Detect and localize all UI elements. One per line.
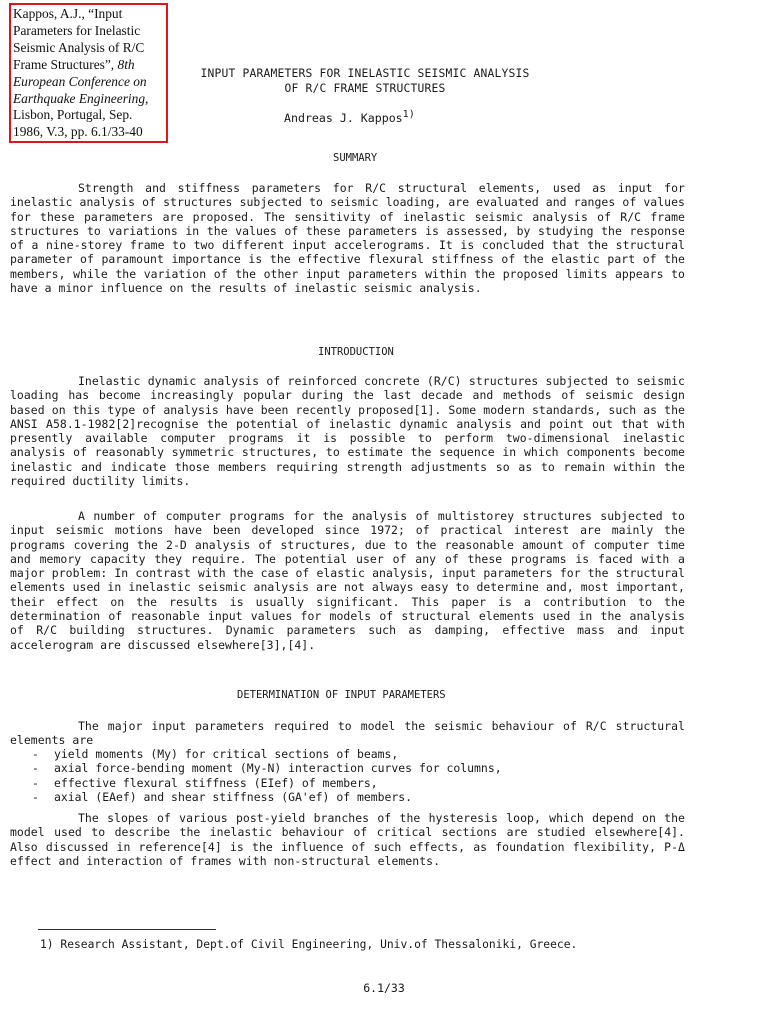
footnote-divider — [38, 929, 216, 930]
paper-title-line-1: INPUT PARAMETERS FOR INELASTIC SEISMIC ANALYSIS — [200, 67, 530, 80]
footnote: 1) Research Assistant, Dept.of Civil Engineering, Univ.of Thessaloniki, Greece. — [40, 938, 578, 951]
list-item-text: axial (EAef) and shear stiffness (GA'ef) of members. — [54, 789, 413, 804]
citation-box — [9, 3, 168, 143]
list-item: - effective flexural stiffness (EIef) of members, — [32, 775, 378, 790]
author-name: Andreas J. Kappos — [284, 110, 403, 125]
list-item: - axial force-bending moment (My-N) interaction curves for columns, — [32, 761, 502, 776]
determination-paragraph-1 — [10, 719, 685, 748]
list-item-text: effective flexural stiffness (EIef) of members, — [54, 775, 378, 790]
determination-text-2: The slopes of various post-yield branches of the hysteresis loop, which depend on the model used to describe the inelastic behaviour of critical sections are studied elsewhere[4]. Also discussed in reference[4] is the influence of such effects, as foundation flexibility, P-Δ effect and interaction of frames with non-structural elements. — [10, 811, 685, 868]
determination-paragraph-2 — [10, 811, 685, 868]
paper-title-line-2: OF R/C FRAME STRUCTURES — [284, 82, 446, 95]
introduction-paragraph-2 — [10, 509, 685, 652]
list-item-text: yield moments (My) for critical sections of beams, — [54, 747, 399, 761]
author-footnote-mark: 1) — [402, 109, 415, 120]
introduction-text-1: Inelastic dynamic analysis of reinforced concrete (R/C) structures subjected to seismic loading has become increasingly popular during the last decade and methods of seismic design based on this type of analysis have been recently proposed[1]. Some modern standards, such as the ANSI A58.1-1982[2]recognise the potential of inelastic dynamic analysis and point out that with presently available computer programs it is possible to perform two-dimensional inelastic analysis of reasonably symmetric structures, to estimate the sequence in which components become inelastic and indicate those members requiring strength adjustments so as to remain within the required ductility limits. — [10, 374, 685, 489]
citation-details: , Lisbon, Portugal, Sep. 1986, V.3, pp. 6.1/33-40 — [13, 90, 149, 140]
summary-paragraph — [10, 181, 685, 295]
list-item-text: axial force-bending moment (My-N) interaction curves for columns, — [54, 761, 502, 776]
citation-venue: 8th European Conference on Earthquake Engineering — [13, 56, 147, 106]
introduction-paragraph-1 — [10, 374, 685, 488]
determination-heading: DETERMINATION OF INPUT PARAMETERS — [237, 689, 446, 701]
introduction-text-2: A number of computer programs for the analysis of multistorey structures subjected to input seismic motions have been developed since 1972; of practical interest are mainly the programs covering the 2-D analysis of structures, due to the reasonable amount of computer time and memory capacity they require. The potential user of any of these programs is faced with a major problem: In contrast with the case of elastic analysis, input parameters for the structural elements used in inelastic seismic analysis are not always easy to determine and, most important, their effect on the results is usually significant. This paper is a contribution to the determination of reasonable input values for models of structural elements used in the analysis of R/C building structures. Dynamic parameters such as damping, effective mass and input accelerogram are discussed elsewhere[3],[4]. — [10, 509, 685, 652]
citation-authors-title: Kappos, A.J., “Input Parameters for Inelastic Seismic Analysis of R/C Frame Structures”, — [13, 6, 145, 72]
list-item: - axial (EAef) and shear stiffness (GA'ef) of members. — [32, 789, 413, 804]
summary-text: Strength and stiffness parameters for R/C structural elements, used as input for inelastic analysis of structures subjected to seismic loading, are evaluated and ranges of values for these parameters are proposed. The sensitivity of inelastic seismic analysis of R/C frame structures to variations in the values of these parameters is assessed, by studying the response of a nine-storey frame to two different input accelerograms. It is concluded that the structural parameter of paramount importance is the effective flexural stiffness of the elastic part of the members, while the variation of the other input parameters within the proposed limits appears to have a minor influence on the results of inelastic seismic analysis. — [10, 181, 685, 296]
determination-text-1: The major input parameters required to model the seismic behaviour of R/C structural elements are — [10, 719, 685, 748]
introduction-heading: INTRODUCTION — [318, 346, 394, 358]
paper-author — [284, 109, 415, 125]
summary-heading: SUMMARY — [333, 152, 378, 164]
page-number: 6.1/33 — [363, 981, 405, 995]
input-parameter-list — [32, 747, 672, 804]
list-item: - yield moments (My) for critical sections of beams, — [32, 747, 399, 761]
